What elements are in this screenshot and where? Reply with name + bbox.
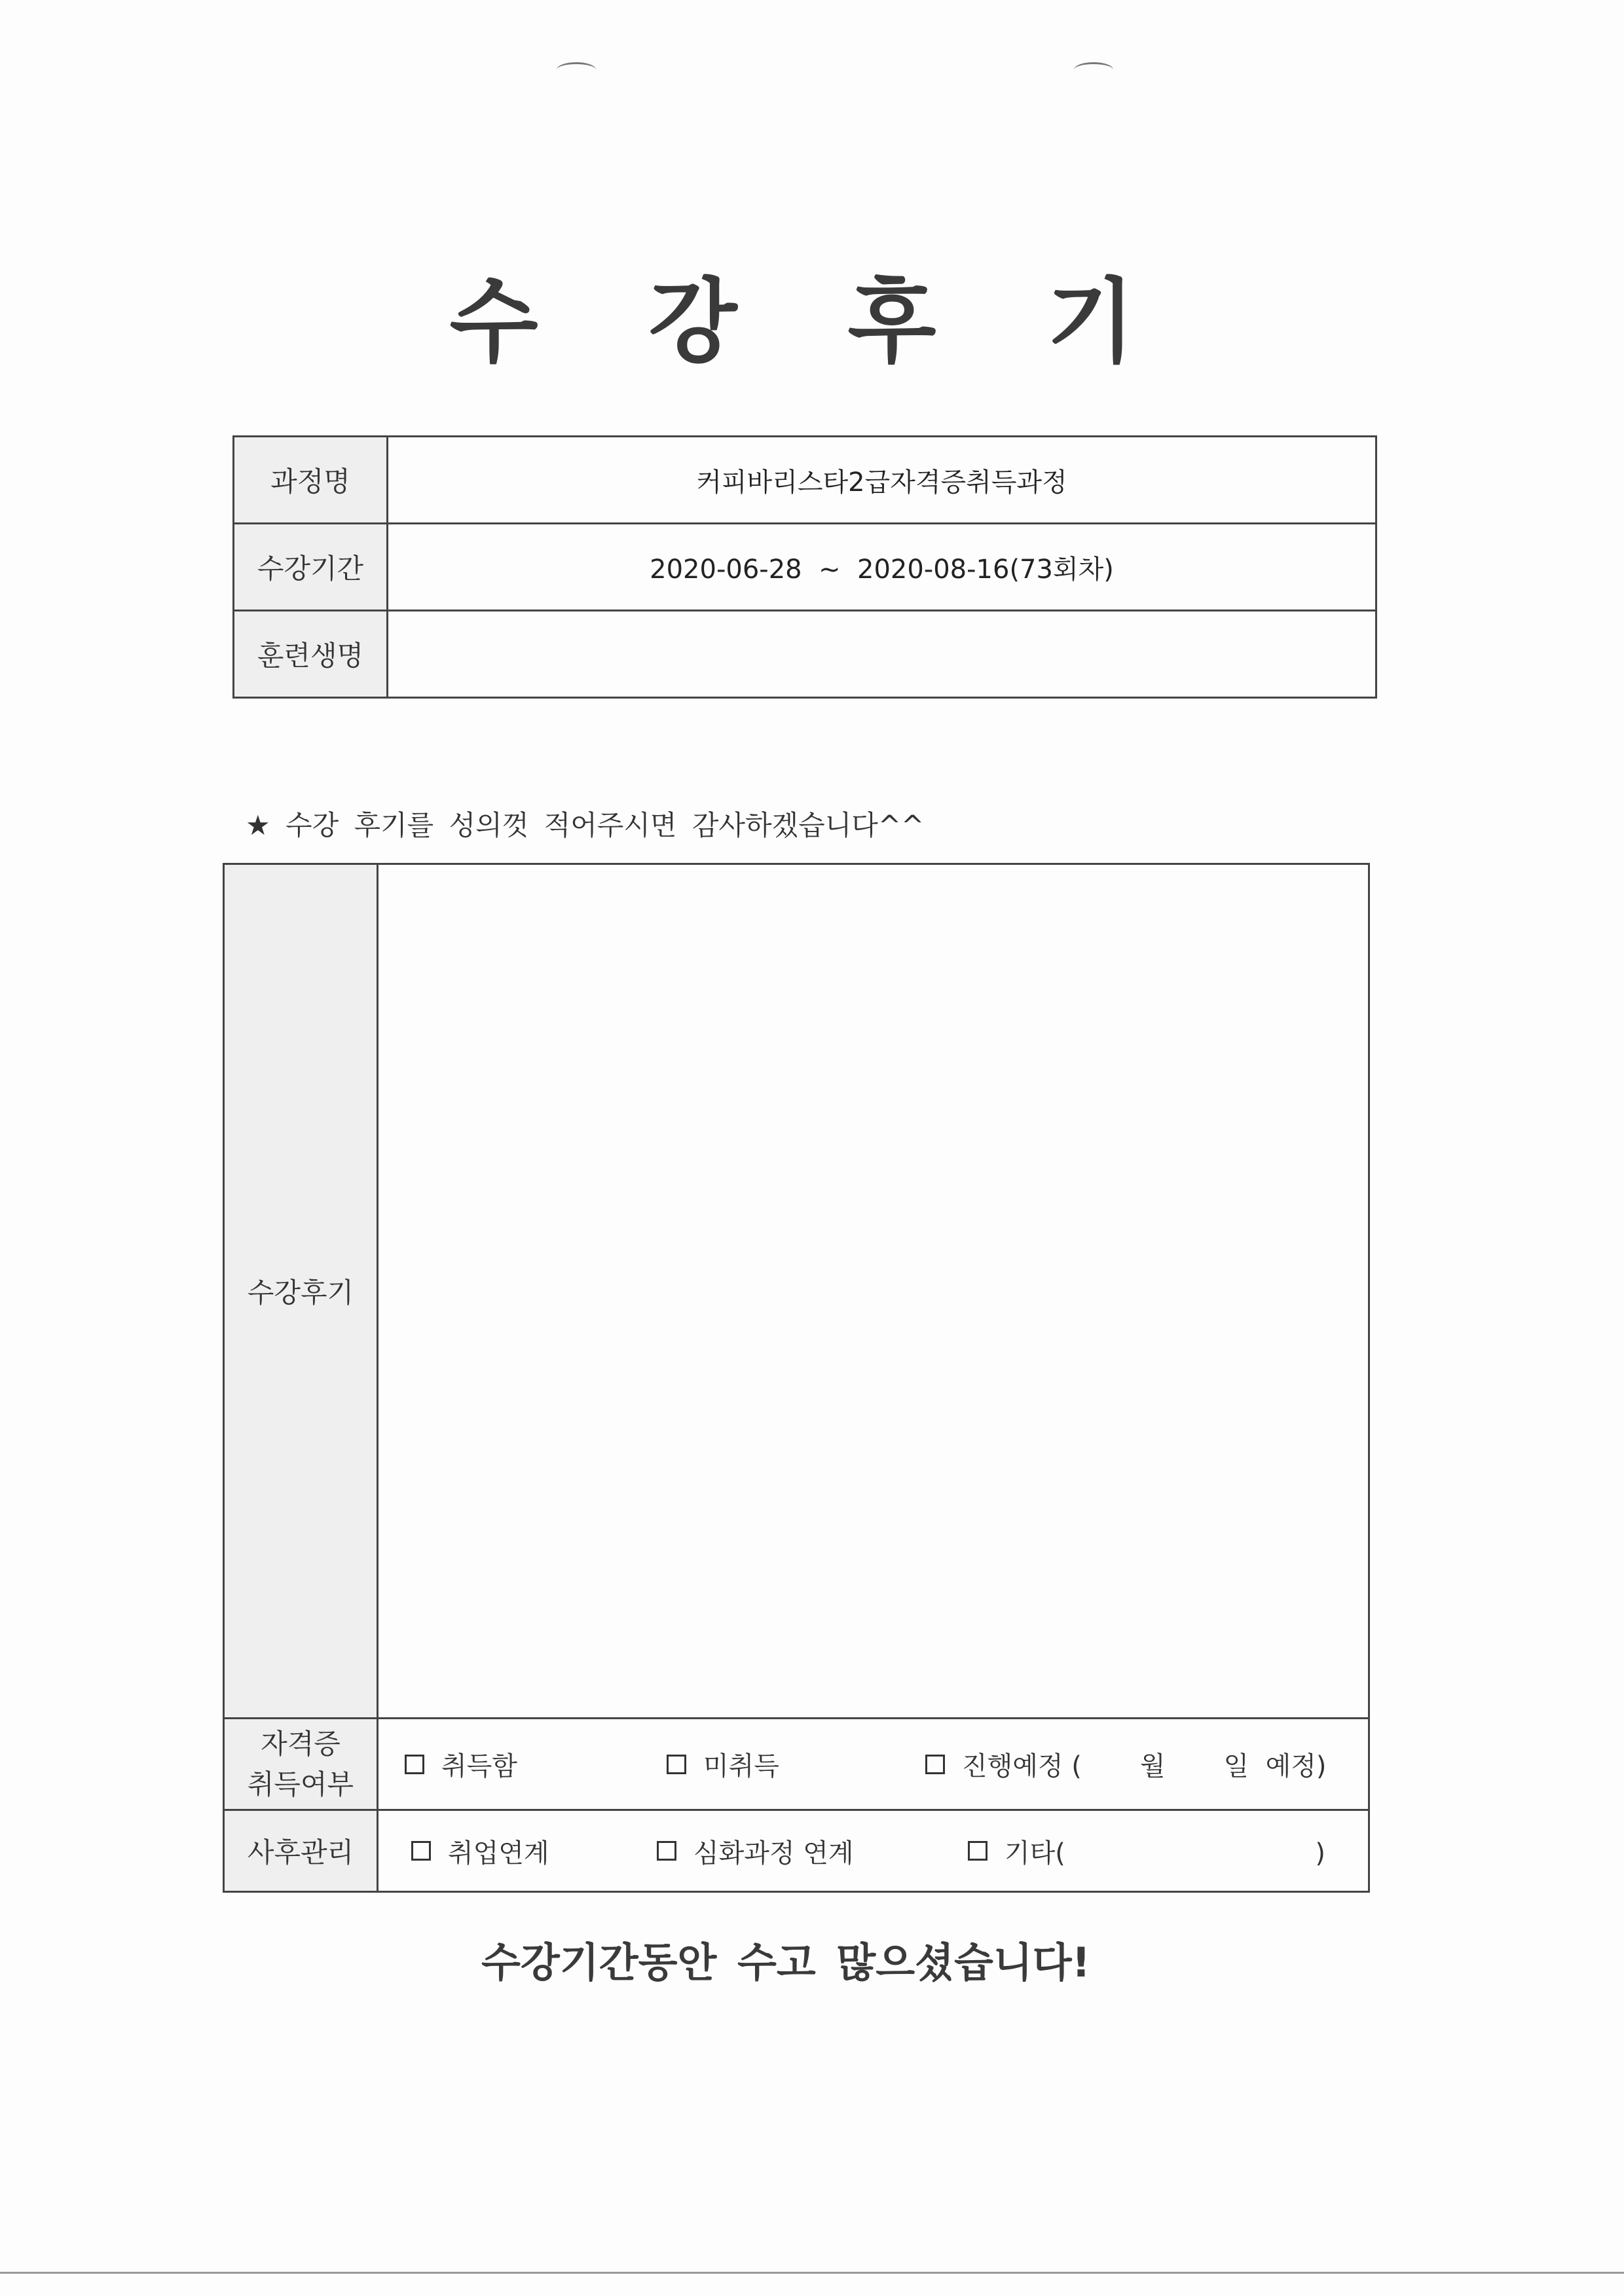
table-row: [234, 611, 1376, 698]
course-period-value: 2020-06-28 ~ 2020-08-16(73회차): [388, 524, 1376, 611]
checkbox-icon[interactable]: [657, 1841, 676, 1861]
review-text-area[interactable]: [378, 864, 1369, 1719]
option-label: 심화과정 연계: [693, 1838, 854, 1868]
option-label: 기타( ): [1005, 1838, 1325, 1868]
option-employment-link[interactable]: [411, 1832, 657, 1870]
option-other[interactable]: [968, 1832, 1325, 1870]
review-table: [223, 863, 1370, 1893]
table-row: [234, 524, 1376, 611]
followup-options: [378, 1810, 1369, 1892]
table-row: [234, 437, 1376, 524]
course-period-label: 수강기간: [234, 524, 388, 611]
option-acquired[interactable]: [405, 1745, 667, 1783]
checkbox-icon[interactable]: [667, 1755, 686, 1774]
punch-hole-right: [1074, 62, 1113, 77]
course-name-value: 커피바리스타2급자격증취득과정: [388, 437, 1376, 524]
notice-text: ★ 수강 후기를 성의껏 적어주시면 감사하겠습니다^^: [246, 809, 925, 841]
option-label: 취득함: [441, 1751, 517, 1781]
review-label: 수강후기: [224, 864, 378, 1719]
course-name-label: 과정명: [234, 437, 388, 524]
option-advanced-course-link[interactable]: [657, 1832, 968, 1870]
table-row: [224, 1810, 1369, 1892]
punch-hole-left: [557, 62, 596, 77]
checkbox-icon[interactable]: [405, 1755, 424, 1774]
option-label: 미취득: [703, 1751, 779, 1781]
table-row: [224, 864, 1369, 1719]
option-planned[interactable]: [925, 1745, 1326, 1783]
checkbox-icon[interactable]: [411, 1841, 431, 1861]
option-label: 취업연계: [448, 1838, 549, 1868]
followup-label: 사후관리: [224, 1810, 378, 1892]
course-info-table: [232, 435, 1377, 699]
option-not-acquired[interactable]: [667, 1745, 925, 1783]
trainee-name-label: 훈련생명: [234, 611, 388, 698]
closing-message: 수강기간동안 수고 많으셨습니다!: [481, 1939, 1090, 1986]
certificate-label-line2: 취득여부: [247, 1768, 354, 1800]
trainee-name-field[interactable]: [388, 611, 1376, 698]
certificate-status-label: [224, 1719, 378, 1810]
table-row: [224, 1719, 1369, 1810]
option-label: 진행예정 ( 월 일 예정): [962, 1751, 1327, 1781]
checkbox-icon[interactable]: [925, 1755, 945, 1774]
certificate-options: [378, 1719, 1369, 1810]
scan-edge-line: [0, 2272, 1624, 2274]
page-title: 수 강 후 기: [449, 269, 1175, 376]
certificate-label-line1: 자격증: [261, 1727, 341, 1760]
checkbox-icon[interactable]: [968, 1841, 987, 1861]
